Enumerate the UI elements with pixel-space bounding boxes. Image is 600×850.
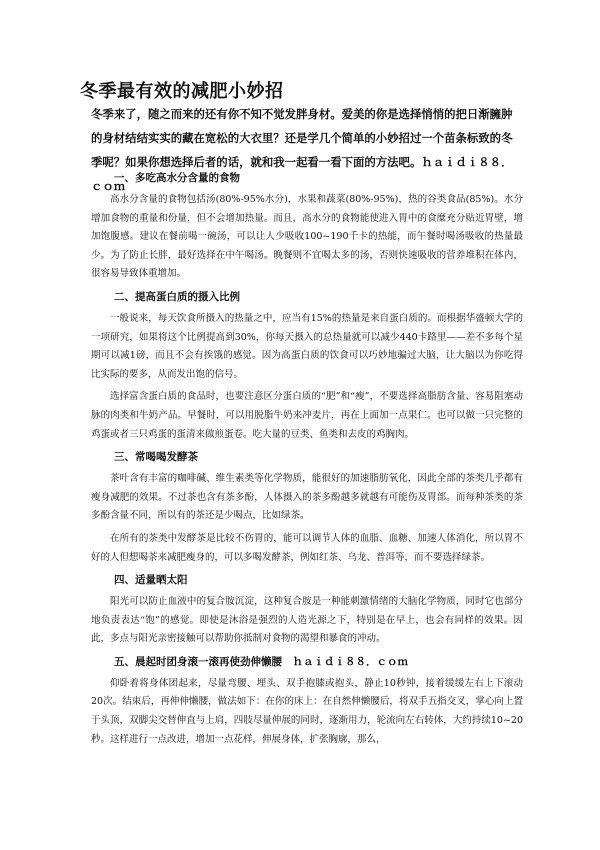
paragraph: 一般说来，每天饮食所摄入的热量之中，应当有15%的热量是来自蛋白质的。而根据华盛顿大学的一项研究，如果将这个比例提高到30%，你每天摄入的总热量就可以减少440卡路里——差不多每个星期可以减1磅，而且不会有挨饿的感觉。因为高蛋白质的饮食可以巧妙地骗过大脑，让大脑以为你吃得比实际的要多，从而发出饱的信号。	[91, 312, 523, 380]
paragraph: 在所有的茶类中发酵茶是比较不伤胃的，能可以调节人体的血脂、血糖、加速人体消化，所以胃不好的人但想喝茶来减肥瘦身的，可以多喝发酵茶，例如红茶、乌龙、普洱等，而不要选择绿茶。	[91, 532, 523, 563]
paragraph: 仰卧着将身体团起来，尽量弯腰、埋头、双手抱膝或抱头，静止10秒钟，接着缓缓左右上下滚动20次。结束后，再伸伸懒腰，做法如下：在你的床上：在自然伸懒腰后，将双手五指交叉，掌心向上置于头顶，双脚尖交替伸直与上肩，四肢尽量伸展的同时，逐渐用力，轮流向左右转体，大约持续10~20秒。这样进行一点改进，增加一点花样，伸展身体，扩张胸廓，那么，	[91, 677, 523, 745]
paragraph: 阳光可以防止血液中的复合胺沉淀，这种复合胺是一种能刺激情绪的大脑化学物质，同时它也部分地负责表达“饱”的感觉。即使是沐浴是强烈的人造光源之下，特别是在早上，也会有同样的效果。因此，多点与阳光亲密接触可以帮助你抵制对食物的渴望和暴食的冲动。	[91, 596, 523, 645]
paragraph: 选择富含蛋白质的食品时，也要注意区分蛋白质的“肥”和“瘦”，不要选择高脂肪含量、容易阻塞动脉的肉类和牛奶产品。早餐时，可以用脱脂牛奶来冲麦片，再在上面加一点果仁。也可以做一只完整的鸡蛋或者三只鸡蛋的蛋清来做煎蛋卷。吃大量的豆类、鱼类和去皮的鸡胸肉。	[91, 391, 523, 440]
section-2	[91, 288, 523, 444]
section-3	[91, 448, 523, 567]
section-heading: 三、常喝喝发酵茶	[114, 451, 198, 464]
section-1	[91, 169, 523, 284]
intro-paragraph: 冬季来了，随之而来的还有你不知不觉发胖身材。爱美的你是选择悄悄的把日渐臃肿的身材结结实实的藏在宽松的大衣里？还是学几个简单的小妙招过一个苗条标致的冬季呢？如果你想选择后者的话，就和我一起看一看下面的方法吧。ｈａｉｄｉ８８．ｃｏｍ	[91, 107, 513, 193]
article-body	[91, 166, 523, 753]
section-heading: 二、提高蛋白质的摄入比例	[114, 290, 240, 303]
section-heading: 四、适量晒太阳	[114, 574, 188, 587]
section-heading: 五、晨起时团身滚一滚再使劲伸懒腰 ｈａｉｄｉ８８．ｃｏｍ	[114, 655, 408, 668]
section-heading: 一、多吃高水分含量的食物	[114, 172, 240, 184]
paragraph: 茶叶含有丰富的咖啡碱、维生素类等化学物质，能很好的加速脂肪氧化，因此全部的茶类几乎都有瘦身减肥的效果。不过茶也含有茶多酚，人体摄入的茶多酚越多就越有可能伤及胃部。而每种茶类的茶多酚含量不同，所以有的茶还是少喝点，比如绿茶。	[91, 473, 523, 522]
section-4	[91, 571, 523, 649]
page-title: 冬季最有效的减肥小妙招	[80, 81, 284, 102]
section-5	[91, 653, 523, 749]
paragraph: 高水分含量的食物包括汤(80%-95%水分)，水果和蔬菜(80%-95%)，热的谷类食品(85%)。水分增加食物的重量和份量，但不会增加热量。而且，高水分的食物能使进入胃中的食糜充分贴近胃壁，增加饱腹感。建议在餐前喝一碗汤，可以让人少吸收100~190千卡的热能，而午餐时喝汤吸收的热量最少。为了防止长胖，最好选择在中午喝汤。晚餐则不宜喝太多的汤，否则快速吸收的营养堆积在体内，很容易导致体重增加。	[91, 194, 523, 280]
